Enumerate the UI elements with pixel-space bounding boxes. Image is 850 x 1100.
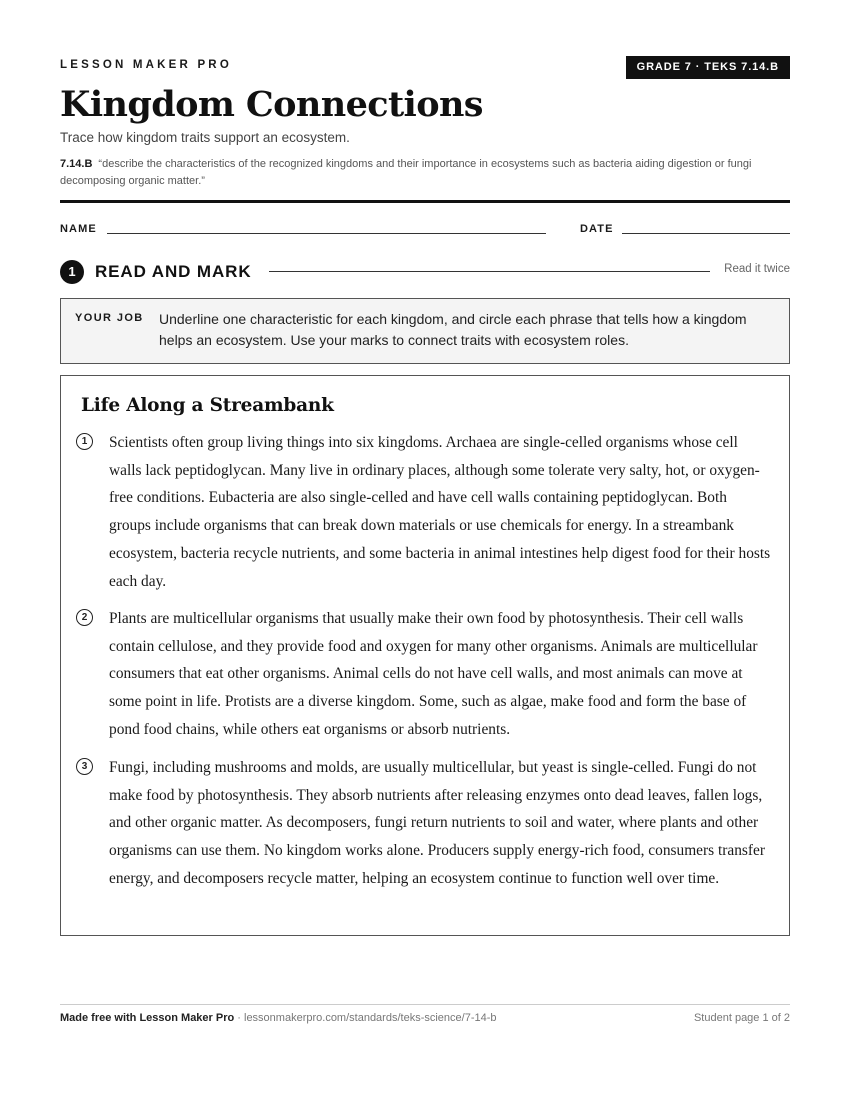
section-title: READ AND MARK	[95, 262, 252, 281]
grade-badge: GRADE 7 · TEKS 7.14.B	[626, 56, 790, 79]
passage-title: Life Along a Streambank	[81, 395, 334, 416]
date-field[interactable]	[622, 233, 790, 234]
page-title: Kingdom Connections	[60, 84, 483, 125]
paragraph-text[interactable]: Scientists often group living things into six kingdoms. Archaea are single-celled organisms whose cell walls lack peptidoglycan. Many live in ordinary places, although some tolerate very salty, hot, or oxygen-free conditions. Eubacteria are also single-celled and have cell walls containing peptidoglycan. Both groups include organisms that can break down materials or use chemicals for energy. In a streambank ecosystem, bacteria recycle nutrients, and some bacteria in animal intestines help digest food for their hosts each day.	[109, 434, 771, 590]
name-label: NAME	[60, 223, 97, 235]
footer-separator: ·	[234, 1012, 244, 1024]
date-label: DATE	[580, 223, 614, 235]
standard-statement	[60, 156, 790, 190]
brand-name: LESSON MAKER PRO	[60, 59, 232, 71]
footer-divider	[60, 1004, 790, 1005]
reading-passage	[60, 375, 790, 936]
top-bar	[60, 56, 790, 80]
footer-page-number: Student page 1 of 2	[693, 1012, 790, 1024]
section-number: 1	[60, 260, 84, 284]
section-divider	[269, 271, 710, 272]
paragraph-number: 3	[76, 758, 93, 775]
footer-credit	[60, 1012, 497, 1024]
instructions-box	[60, 298, 790, 364]
header-divider	[60, 200, 790, 203]
instructions-label: YOUR JOB	[75, 312, 144, 324]
student-fields	[60, 220, 790, 240]
standard-code: 7.14.B	[60, 158, 93, 170]
instructions-text: Underline one characteristic for each kingdom, and circle each phrase that tells how a kingdom helps an ecosystem. Use your marks to connect traits with ecosystem roles.	[159, 311, 747, 348]
section-hint: Read it twice	[724, 263, 790, 275]
section-heading	[60, 259, 790, 283]
standard-text: “describe the characteristics of the recognized kingdoms and their importance in ecosystems such as bacteria aiding digestion or fungi decomposing organic matter.”	[60, 158, 752, 187]
paragraph-number: 1	[76, 433, 93, 450]
footer-made-with: Made free with Lesson Maker Pro	[60, 1012, 235, 1024]
worksheet-page	[60, 0, 790, 1100]
paragraph-text[interactable]: Plants are multicellular organisms that usually make their own food by photosynthesis. Their cell walls contain cellulose, and they provide food and oxygen for many other organisms. Animals are multicellular consumers that eat other organisms. Animal cells do not have cell walls, and most animals can move at some point in life. Protists are a diverse kingdom. Some, such as algae, make food and form the base of pond food chains, while others eat organisms or absorb nutrients.	[109, 610, 758, 738]
paragraph-number: 2	[76, 609, 93, 626]
paragraph-text[interactable]: Fungi, including mushrooms and molds, are usually multicellular, but yeast is single-celled. Fungi do not make food by photosynthesis. They absorb nutrients after releasing enzymes onto dead leaves, fallen logs, and other organic matter. As decomposers, fungi return nutrients to soil and water, where plants and other organisms can use them. No kingdom works alone. Producers supply energy-rich food, consumers transfer energy, and decomposers recycle matter, helping an ecosystem continue to function well over time.	[109, 759, 765, 887]
footer-url[interactable]: lessonmakerpro.com/standards/teks-science/7-14-b	[244, 1012, 497, 1024]
name-field[interactable]	[107, 233, 546, 234]
page-subtitle: Trace how kingdom traits support an ecosystem.	[60, 130, 350, 145]
